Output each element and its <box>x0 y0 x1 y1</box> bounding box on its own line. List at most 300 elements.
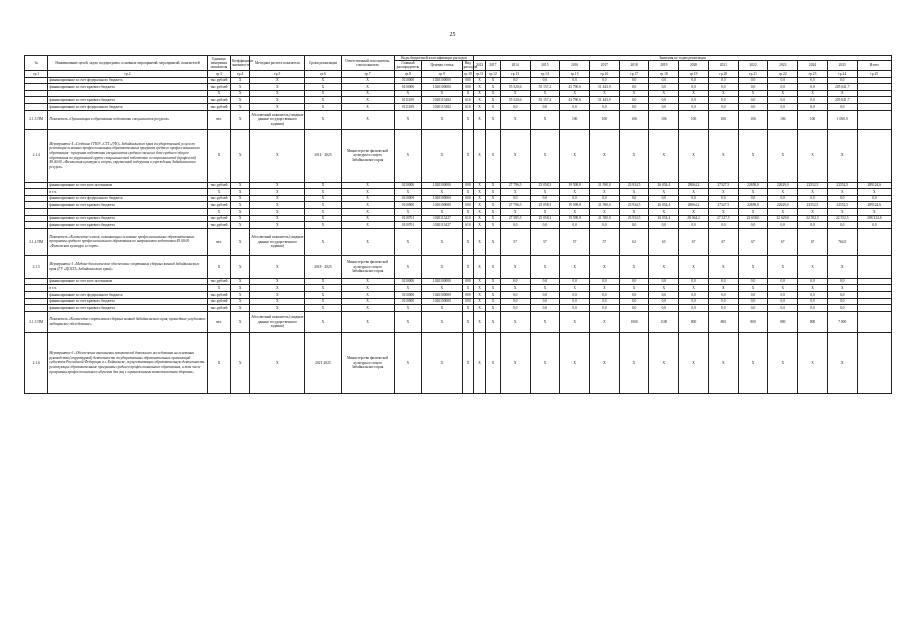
table-row <box>25 195 892 202</box>
row-value: 0,0 <box>798 84 828 91</box>
row-value: X <box>738 129 768 182</box>
header-year: 2015 <box>530 61 560 70</box>
row-main-manager: 0111109 <box>394 97 422 104</box>
row-value: 19 598,8 <box>560 202 590 209</box>
row-number <box>25 215 48 222</box>
row-value: X <box>474 110 486 129</box>
row-value: X <box>530 285 560 292</box>
row-value: X <box>738 332 768 393</box>
row-value: X <box>649 208 679 215</box>
row-number <box>25 285 48 292</box>
row-value: 0,0 <box>590 222 620 229</box>
row-value: X <box>500 311 530 332</box>
row-value: X <box>474 129 486 182</box>
table-row <box>25 202 892 209</box>
row-number <box>25 90 48 97</box>
row-value: 22 658,0 <box>738 215 768 222</box>
row-value: X <box>679 129 709 182</box>
row-value: 106 <box>708 110 738 129</box>
row-name: Мероприятие 6 «Обеспечение выполнения показателей довольного исследования на основании руководства (структурной) деятельности государственных образовательных организаций субъектов Российской Федерации в г. Байкальске, осуществляющих образовательную деятельность, реализующих образовательные программы среднего профессионального образования, и том числе программы профессионального обучения для лиц с ограниченными возможностями здоровья» <box>48 332 207 393</box>
column-number: гр.21 <box>738 70 768 77</box>
row-number <box>25 298 48 305</box>
row-number <box>25 77 48 84</box>
row-value: 762,0 <box>827 228 857 255</box>
row-value: 0,0 <box>679 84 709 91</box>
row-value: 57 <box>560 228 590 255</box>
row-executor: X <box>341 278 394 285</box>
row-executor: X <box>341 110 394 129</box>
header-year: 2024 <box>798 61 828 70</box>
row-value: 55 157,2 <box>530 84 560 91</box>
header-coefficient: Коэффициент значимости <box>231 56 250 71</box>
row-value: 106 <box>738 110 768 129</box>
row-executor: X <box>341 97 394 104</box>
row-value: 67 <box>708 228 738 255</box>
row-value: 0,0 <box>708 278 738 285</box>
row-value: X <box>485 97 500 104</box>
row-value: 26 054,4 <box>649 202 679 209</box>
row-value: X <box>798 285 828 292</box>
row-value <box>857 298 891 305</box>
row-value: 1 060,0 <box>827 110 857 129</box>
row-method: X <box>250 84 305 91</box>
row-value: X <box>827 90 857 97</box>
row-main-manager: X <box>394 189 422 196</box>
row-value: 0,0 <box>649 278 679 285</box>
row-number <box>25 195 48 202</box>
row-value: 27 327,5 <box>708 215 738 222</box>
row-main-manager: X <box>394 311 422 332</box>
header-main-manager: Главный распорядитель <box>394 61 422 70</box>
row-value: 57 <box>530 228 560 255</box>
row-value: 0,0 <box>768 298 798 305</box>
row-value: X <box>560 189 590 196</box>
row-value: 0,0 <box>708 97 738 104</box>
row-value: 67 <box>738 228 768 255</box>
row-value: X <box>485 305 500 312</box>
row-value: 0,0 <box>798 298 828 305</box>
row-method: X <box>250 255 305 278</box>
row-unit: тыс.рублей <box>207 195 230 202</box>
row-value: X <box>500 332 530 393</box>
row-value: X <box>590 208 620 215</box>
row-value: X <box>679 255 709 278</box>
table-row <box>25 222 892 229</box>
row-method: X <box>250 278 305 285</box>
row-value: 0,0 <box>768 305 798 312</box>
row-value: X <box>708 255 738 278</box>
row-value: X <box>590 285 620 292</box>
row-name: финансирование за счет федерального бюджета <box>48 291 207 298</box>
row-method: X <box>250 222 305 229</box>
row-executor: X <box>341 90 394 97</box>
row-value: X <box>590 90 620 97</box>
row-name: Показатель «Количество спортсменов сборных команд Забайкальского края, прошедших углубленное медицинское обследование» <box>48 311 207 332</box>
row-name: в т.ч. <box>48 285 207 292</box>
row-unit: тыс.рублей <box>207 215 230 222</box>
row-method: X <box>250 195 305 202</box>
row-value: 0,0 <box>768 291 798 298</box>
row-main-manager: 0110000 <box>394 84 422 91</box>
row-number <box>25 182 48 189</box>
row-value: X <box>485 103 500 110</box>
row-name: финансирование за счет краевого бюджета <box>48 84 207 91</box>
row-executor: X <box>341 189 394 196</box>
row-coefficient: X <box>231 84 250 91</box>
row-value: X <box>485 228 500 255</box>
row-value: 0,0 <box>768 103 798 110</box>
table-row <box>25 90 892 97</box>
row-terms: X <box>305 77 341 84</box>
row-value: X <box>500 208 530 215</box>
row-method: Абсолютный показатель (сводные данные государственного задания) <box>250 228 305 255</box>
row-value: X <box>474 311 486 332</box>
row-executor: Министерство физической культуры и спорта Забайкальского края <box>341 332 394 393</box>
row-method: X <box>250 208 305 215</box>
row-value: X <box>590 332 620 393</box>
row-value: X <box>619 285 649 292</box>
row-value: 62 <box>619 228 649 255</box>
row-value: X <box>649 255 679 278</box>
row-number: 2.1.3 ПМ <box>25 110 48 129</box>
row-value: 0,0 <box>827 77 857 84</box>
row-expense-type: X <box>462 311 474 332</box>
row-unit: чел. <box>207 311 230 332</box>
row-coefficient: X <box>231 291 250 298</box>
row-value: X <box>474 298 486 305</box>
row-coefficient: X <box>231 182 250 189</box>
row-value: 289124,6 <box>857 202 891 209</box>
row-terms: X <box>305 202 341 209</box>
row-target-article: 1020100000 <box>422 182 462 189</box>
row-terms: X <box>305 103 341 110</box>
header-method: Методика расчета показателя <box>250 56 305 71</box>
row-coefficient: X <box>231 110 250 129</box>
row-expense-type: X <box>462 208 474 215</box>
row-value: 0,0 <box>708 298 738 305</box>
row-value: X <box>560 285 590 292</box>
row-coefficient: X <box>231 222 250 229</box>
row-executor: X <box>341 285 394 292</box>
row-value: X <box>560 129 590 182</box>
row-value: X <box>485 215 500 222</box>
row-value: X <box>708 208 738 215</box>
table-row <box>25 332 892 393</box>
row-value: X <box>474 255 486 278</box>
row-value: 22629,0 <box>768 182 798 189</box>
row-expense-type: 000 <box>462 278 474 285</box>
row-terms: X <box>305 278 341 285</box>
row-value: 22552,5 <box>798 182 828 189</box>
row-main-manager: 0110000 <box>394 182 422 189</box>
column-number: гр.11 <box>474 70 486 77</box>
row-value: 23 934,5 <box>619 215 649 222</box>
row-value: X <box>679 90 709 97</box>
row-expense-type: X <box>462 129 474 182</box>
row-value: X <box>649 129 679 182</box>
row-value: X <box>768 189 798 196</box>
table-row <box>25 129 892 182</box>
row-value: 26 054,4 <box>649 215 679 222</box>
row-value: 0,0 <box>500 298 530 305</box>
row-value <box>857 305 891 312</box>
row-value: X <box>619 208 649 215</box>
row-value: X <box>590 189 620 196</box>
row-value: X <box>474 182 486 189</box>
row-value: X <box>619 129 649 182</box>
row-method: X <box>250 332 305 393</box>
row-name: финансирование за счет краевого бюджета <box>48 97 207 104</box>
row-terms: X <box>305 208 341 215</box>
row-target-article: 1020115482 <box>422 103 462 110</box>
row-value: 0,0 <box>649 103 679 110</box>
row-executor: X <box>341 195 394 202</box>
row-target-article: X <box>422 228 462 255</box>
row-number <box>25 97 48 104</box>
row-value: 0,0 <box>560 278 590 285</box>
row-unit: X <box>207 189 230 196</box>
row-value: 67 <box>798 228 828 255</box>
row-value: X <box>474 77 486 84</box>
row-value: 0,0 <box>798 97 828 104</box>
row-main-manager: 0111109 <box>394 103 422 110</box>
row-value: 0,0 <box>590 298 620 305</box>
row-value: 19 598,8 <box>560 182 590 189</box>
header-year: 2022 <box>738 61 768 70</box>
row-value: X <box>768 255 798 278</box>
row-executor: X <box>341 103 394 110</box>
column-number: гр.5 <box>250 70 305 77</box>
header-executor: Ответственный исполнитель, соисполнитель <box>341 56 394 71</box>
row-expense-type: X <box>462 305 474 312</box>
row-value: 0,0 <box>768 222 798 229</box>
row-coefficient: X <box>231 208 250 215</box>
row-value: X <box>474 195 486 202</box>
row-name: финансирование за счет краевого бюджета <box>48 305 207 312</box>
row-terms: 2014 - 2025 <box>305 129 341 182</box>
table-row <box>25 189 892 196</box>
row-executor: X <box>341 84 394 91</box>
row-value: 0,0 <box>738 77 768 84</box>
row-value: 0,0 <box>708 222 738 229</box>
row-value: 0,0 <box>500 77 530 84</box>
row-value: X <box>857 208 891 215</box>
row-coefficient: X <box>231 195 250 202</box>
row-main-manager: 0110000 <box>394 195 422 202</box>
row-value: X <box>500 90 530 97</box>
row-value: X <box>679 285 709 292</box>
row-value: 27 796,5 <box>500 182 530 189</box>
row-value: X <box>500 189 530 196</box>
row-value: 0,0 <box>649 97 679 104</box>
row-value: X <box>530 129 560 182</box>
column-number-row <box>25 70 892 77</box>
row-executor: X <box>341 311 394 332</box>
row-value: 1000 <box>619 311 649 332</box>
row-value: 0,0 <box>649 291 679 298</box>
row-value: 0,0 <box>500 195 530 202</box>
row-number: 2.1.4 ПМ <box>25 228 48 255</box>
row-value: 19 598,8 <box>560 215 590 222</box>
row-value: X <box>679 208 709 215</box>
row-unit: X <box>207 208 230 215</box>
row-unit: тыс.рублей <box>207 291 230 298</box>
row-value: 0,0 <box>679 195 709 202</box>
row-value: X <box>768 90 798 97</box>
row-expense-type: X <box>462 255 474 278</box>
row-value: 0,0 <box>530 278 560 285</box>
table-row <box>25 77 892 84</box>
row-value: 0,0 <box>679 278 709 285</box>
row-value: 25 058,3 <box>530 202 560 209</box>
row-value: X <box>708 285 738 292</box>
row-coefficient: X <box>231 228 250 255</box>
row-name: финансирование за счет всех источников <box>48 182 207 189</box>
row-value: 0,0 <box>500 278 530 285</box>
row-value: X <box>768 208 798 215</box>
row-unit: тыс.рублей <box>207 182 230 189</box>
column-number: гр.15 <box>560 70 590 77</box>
row-value: 0,0 <box>827 222 857 229</box>
row-number <box>25 305 48 312</box>
row-value: X <box>474 84 486 91</box>
row-value: 67 <box>679 228 709 255</box>
row-main-manager: 0110000 <box>394 202 422 209</box>
row-value: 289124,6 <box>857 182 891 189</box>
row-main-manager: X <box>394 110 422 129</box>
row-unit: тыс.рублей <box>207 84 230 91</box>
row-terms: X <box>305 195 341 202</box>
column-number: гр.20 <box>708 70 738 77</box>
row-name: финансирование за счет краевого бюджета <box>48 222 207 229</box>
row-coefficient: X <box>231 255 250 278</box>
row-terms: X <box>305 291 341 298</box>
row-value: 0,0 <box>827 305 857 312</box>
row-value: X <box>738 255 768 278</box>
row-target-article: 1020113427 <box>422 222 462 229</box>
row-value: X <box>768 285 798 292</box>
row-main-manager: X <box>394 208 422 215</box>
row-expense-type: X <box>462 110 474 129</box>
column-number: гр.9 <box>422 70 462 77</box>
row-value: 26 054,4 <box>649 182 679 189</box>
row-target-article: 1020100000 <box>422 202 462 209</box>
row-value: X <box>619 189 649 196</box>
row-target-article: X <box>422 189 462 196</box>
row-expense-type: X <box>462 90 474 97</box>
row-value: 67 <box>768 228 798 255</box>
row-value: 0,0 <box>768 77 798 84</box>
header-year: 2018 <box>619 61 649 70</box>
row-value: X <box>738 285 768 292</box>
row-value: X <box>474 90 486 97</box>
header-target-article: Целевая статья <box>422 61 462 70</box>
row-value: X <box>530 110 560 129</box>
row-value: 0,0 <box>738 291 768 298</box>
row-unit: тыс.рублей <box>207 278 230 285</box>
row-value: 23 934,5 <box>619 182 649 189</box>
row-method: X <box>250 298 305 305</box>
row-value <box>857 84 891 91</box>
row-value: 51 443,9 <box>590 84 620 91</box>
table-row <box>25 255 892 278</box>
row-terms: X <box>305 182 341 189</box>
row-target-article: X <box>422 332 462 393</box>
row-value: X <box>530 208 560 215</box>
table-row <box>25 311 892 332</box>
row-main-manager: X <box>394 129 422 182</box>
row-value: 0,0 <box>560 305 590 312</box>
header-number: № <box>25 56 48 71</box>
row-value: X <box>798 90 828 97</box>
row-value: 0,0 <box>738 298 768 305</box>
row-target-article: 1020100000 <box>422 84 462 91</box>
row-value: X <box>768 332 798 393</box>
column-number: гр.24 <box>827 70 857 77</box>
row-unit: тыс.рублей <box>207 77 230 84</box>
row-value: X <box>619 332 649 393</box>
header-year: 2019 <box>649 61 679 70</box>
row-value: X <box>474 189 486 196</box>
row-value: X <box>649 285 679 292</box>
table-row <box>25 84 892 91</box>
row-method: X <box>250 291 305 298</box>
row-unit: X <box>207 90 230 97</box>
table-row <box>25 305 892 312</box>
row-number <box>25 291 48 298</box>
row-value: X <box>738 90 768 97</box>
row-coefficient: X <box>231 305 250 312</box>
header-unit: Единица измерения показателя <box>207 56 230 71</box>
row-value: X <box>485 182 500 189</box>
row-value: X <box>768 129 798 182</box>
row-value: 0,0 <box>798 103 828 110</box>
row-value: X <box>485 202 500 209</box>
row-value: 0,0 <box>560 103 590 110</box>
row-terms: X <box>305 189 341 196</box>
row-value: 800 <box>679 311 709 332</box>
row-value: X <box>798 255 828 278</box>
row-value: 0,0 <box>679 298 709 305</box>
row-value: 0,0 <box>500 291 530 298</box>
row-value: 0,0 <box>738 84 768 91</box>
row-value: 1100 <box>649 311 679 332</box>
row-value: X <box>530 90 560 97</box>
row-value: 25 058,3 <box>530 215 560 222</box>
row-value: 106 <box>590 110 620 129</box>
row-value: X <box>827 332 857 393</box>
row-value: 800 <box>768 311 798 332</box>
row-target-article: 1020100000 <box>422 195 462 202</box>
row-value: 0,0 <box>590 305 620 312</box>
row-value: X <box>485 332 500 393</box>
row-method: X <box>250 97 305 104</box>
row-value: 28064,2 <box>679 202 709 209</box>
row-name <box>48 208 207 215</box>
row-name: Мероприятие 4 «Создание ГПОУ «СТТ»(УК)» Забайкальского края государственной услуги по реализации основных профессиональных образовательных программ среднего профессионального образования - программ подготовки специалистов среднего звена на базе среднего общего образования по укрупненной группе специальностей подготовки и специальностей (профессий) 49.00.00 «Физическая культура и спорт» укрупненной подгруппы в учреждении Забайкальского ресурса» <box>48 129 207 182</box>
row-coefficient: X <box>231 332 250 393</box>
header-terms: Сроки реализации <box>305 56 341 71</box>
row-value: 800 <box>708 311 738 332</box>
row-value: 0,0 <box>708 84 738 91</box>
row-value: 0,0 <box>590 77 620 84</box>
row-value: 0,0 <box>619 222 649 229</box>
row-value <box>857 228 891 255</box>
header-name: Наименование целей, задач, подпрограмм, основных мероприятий, мероприятий, показателей <box>48 56 207 71</box>
row-value: 0,0 <box>708 77 738 84</box>
column-number: гр.10 <box>464 71 472 76</box>
row-value: 0,0 <box>798 195 828 202</box>
